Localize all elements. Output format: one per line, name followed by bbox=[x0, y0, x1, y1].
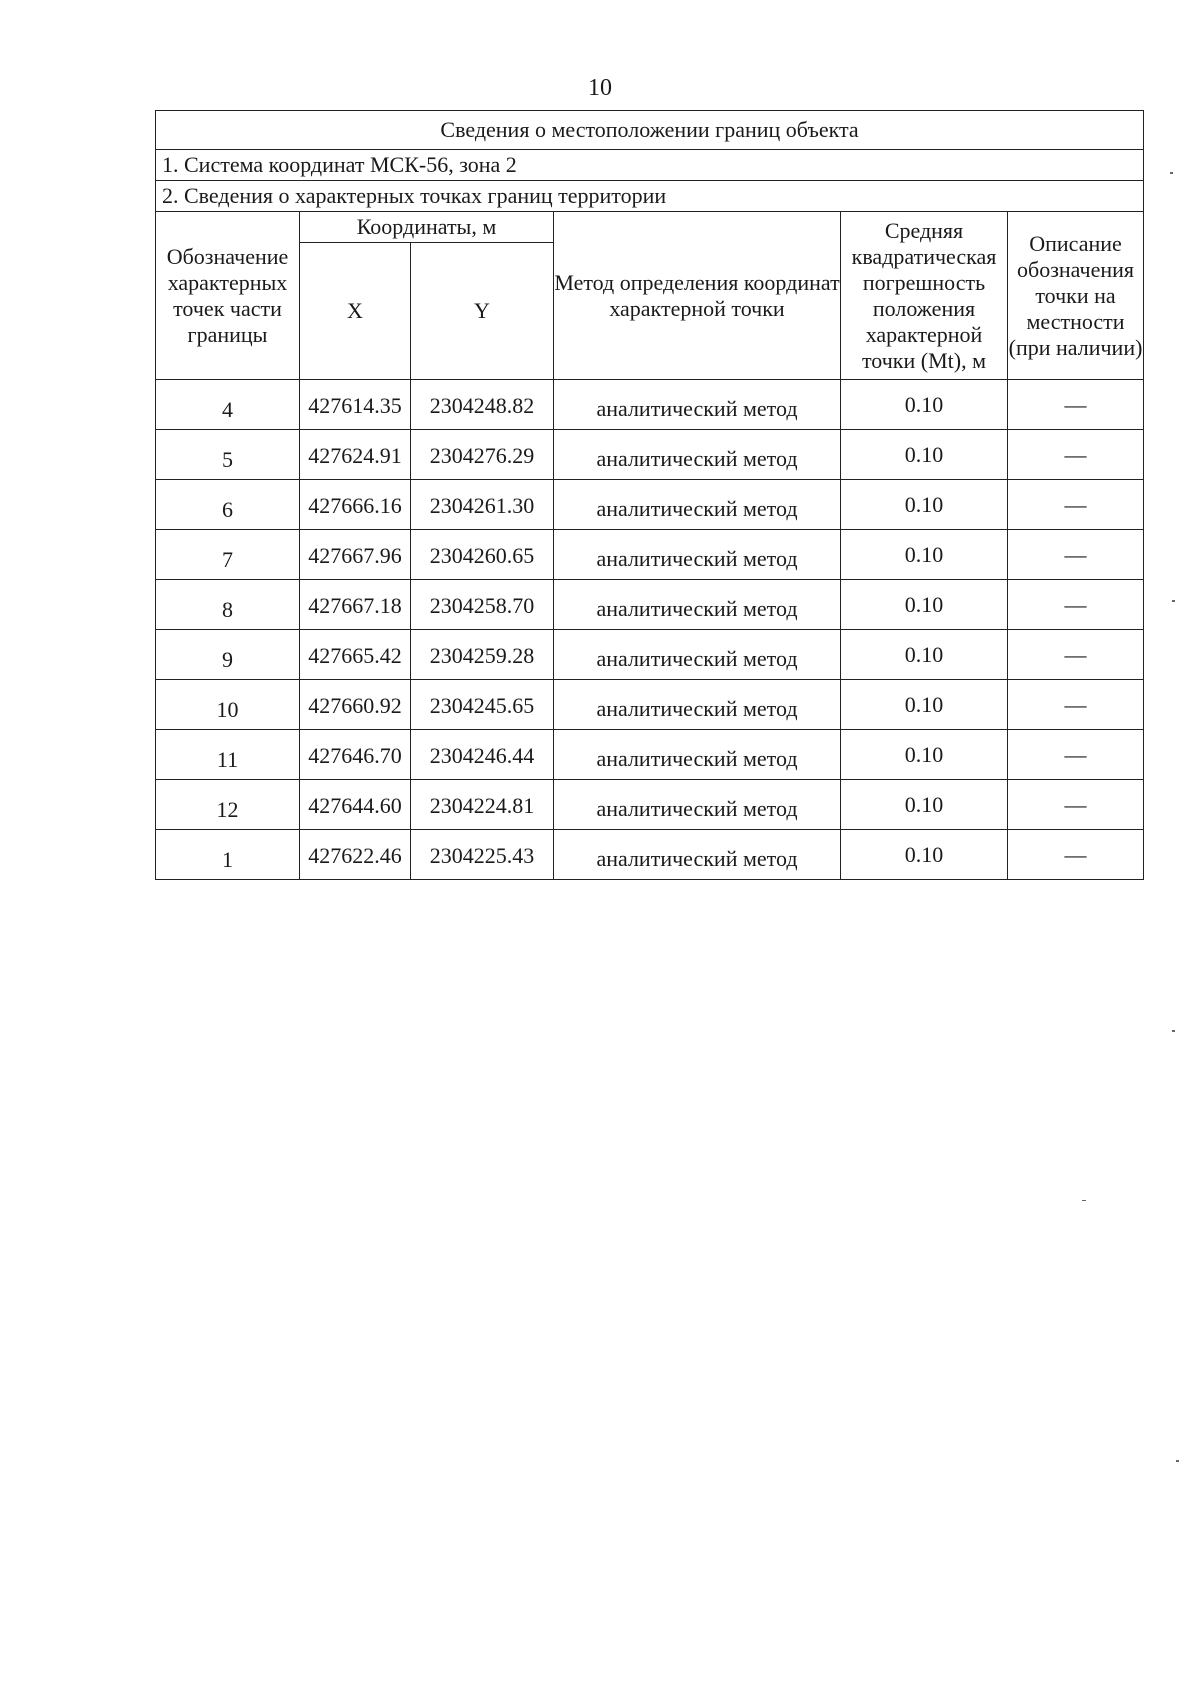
cell-description: — bbox=[1008, 430, 1144, 480]
header-description: Описание обозначения точки на местности (при наличии) bbox=[1008, 212, 1144, 380]
cell-description: — bbox=[1008, 480, 1144, 530]
table-row bbox=[156, 380, 1144, 430]
scan-speck bbox=[1176, 1460, 1179, 1462]
section2-row bbox=[156, 181, 1144, 212]
scan-speck bbox=[1170, 172, 1173, 174]
cell-y: 2304246.44 bbox=[411, 730, 554, 780]
cell-point: 8 bbox=[156, 580, 300, 630]
header-coordinates: Координаты, м bbox=[300, 212, 554, 243]
cell-description: — bbox=[1008, 780, 1144, 830]
table-row bbox=[156, 580, 1144, 630]
title-row bbox=[156, 111, 1144, 150]
cell-y: 2304276.29 bbox=[411, 430, 554, 480]
coordinate-system: 1. Система координат МСК-56, зона 2 bbox=[156, 150, 1144, 181]
cell-point: 4 bbox=[156, 380, 300, 430]
table-row bbox=[156, 680, 1144, 730]
header-x: X bbox=[300, 243, 411, 380]
cell-error: 0.10 bbox=[841, 430, 1008, 480]
header-y: Y bbox=[411, 243, 554, 380]
cell-description: — bbox=[1008, 680, 1144, 730]
cell-error: 0.10 bbox=[841, 380, 1008, 430]
cell-method: аналитический метод bbox=[554, 730, 841, 780]
table-row bbox=[156, 430, 1144, 480]
cell-x: 427665.42 bbox=[300, 630, 411, 680]
cell-description: — bbox=[1008, 730, 1144, 780]
cell-y: 2304258.70 bbox=[411, 580, 554, 630]
cell-description: — bbox=[1008, 530, 1144, 580]
cell-point: 7 bbox=[156, 530, 300, 580]
cell-y: 2304261.30 bbox=[411, 480, 554, 530]
cell-error: 0.10 bbox=[841, 480, 1008, 530]
table-row bbox=[156, 830, 1144, 880]
cell-method: аналитический метод bbox=[554, 480, 841, 530]
cell-y: 2304224.81 bbox=[411, 780, 554, 830]
table-row bbox=[156, 480, 1144, 530]
page-number: 10 bbox=[588, 75, 612, 101]
header-row-main bbox=[156, 212, 1144, 243]
cell-point: 12 bbox=[156, 780, 300, 830]
cell-method: аналитический метод bbox=[554, 780, 841, 830]
cell-method: аналитический метод bbox=[554, 530, 841, 580]
cell-point: 6 bbox=[156, 480, 300, 530]
cell-method: аналитический метод bbox=[554, 680, 841, 730]
table-body bbox=[156, 111, 1144, 880]
cell-x: 427614.35 bbox=[300, 380, 411, 430]
cell-x: 427622.46 bbox=[300, 830, 411, 880]
table-row bbox=[156, 730, 1144, 780]
cell-error: 0.10 bbox=[841, 830, 1008, 880]
scan-speck bbox=[1082, 1200, 1086, 1201]
table-row bbox=[156, 530, 1144, 580]
table-title: Сведения о местоположении границ объекта bbox=[156, 111, 1144, 150]
header-point: Обозначение характерных точек части границы bbox=[156, 212, 300, 380]
boundary-table bbox=[155, 110, 1144, 880]
header-method: Метод определения координат характерной точки bbox=[554, 212, 841, 380]
cell-y: 2304248.82 bbox=[411, 380, 554, 430]
section1-row bbox=[156, 150, 1144, 181]
cell-x: 427667.18 bbox=[300, 580, 411, 630]
cell-y: 2304259.28 bbox=[411, 630, 554, 680]
cell-point: 10 bbox=[156, 680, 300, 730]
cell-x: 427624.91 bbox=[300, 430, 411, 480]
cell-x: 427644.60 bbox=[300, 780, 411, 830]
cell-x: 427660.92 bbox=[300, 680, 411, 730]
cell-method: аналитический метод bbox=[554, 430, 841, 480]
cell-x: 427666.16 bbox=[300, 480, 411, 530]
cell-error: 0.10 bbox=[841, 580, 1008, 630]
cell-method: аналитический метод bbox=[554, 380, 841, 430]
cell-error: 0.10 bbox=[841, 780, 1008, 830]
cell-error: 0.10 bbox=[841, 630, 1008, 680]
points-section-title: 2. Сведения о характерных точках границ территории bbox=[156, 181, 1144, 212]
header-error: Средняя квадратическая погрешность положения характерной точки (Mt), м bbox=[841, 212, 1008, 380]
scan-speck bbox=[1172, 1030, 1175, 1032]
cell-method: аналитический метод bbox=[554, 830, 841, 880]
cell-y: 2304260.65 bbox=[411, 530, 554, 580]
cell-point: 11 bbox=[156, 730, 300, 780]
cell-description: — bbox=[1008, 630, 1144, 680]
cell-point: 5 bbox=[156, 430, 300, 480]
cell-description: — bbox=[1008, 830, 1144, 880]
cell-error: 0.10 bbox=[841, 730, 1008, 780]
table-row bbox=[156, 780, 1144, 830]
scan-speck bbox=[1172, 600, 1175, 602]
cell-description: — bbox=[1008, 380, 1144, 430]
cell-description: — bbox=[1008, 580, 1144, 630]
cell-method: аналитический метод bbox=[554, 580, 841, 630]
cell-method: аналитический метод bbox=[554, 630, 841, 680]
cell-x: 427646.70 bbox=[300, 730, 411, 780]
table-row bbox=[156, 630, 1144, 680]
cell-point: 9 bbox=[156, 630, 300, 680]
cell-point: 1 bbox=[156, 830, 300, 880]
cell-y: 2304245.65 bbox=[411, 680, 554, 730]
cell-error: 0.10 bbox=[841, 680, 1008, 730]
cell-y: 2304225.43 bbox=[411, 830, 554, 880]
cell-x: 427667.96 bbox=[300, 530, 411, 580]
cell-error: 0.10 bbox=[841, 530, 1008, 580]
